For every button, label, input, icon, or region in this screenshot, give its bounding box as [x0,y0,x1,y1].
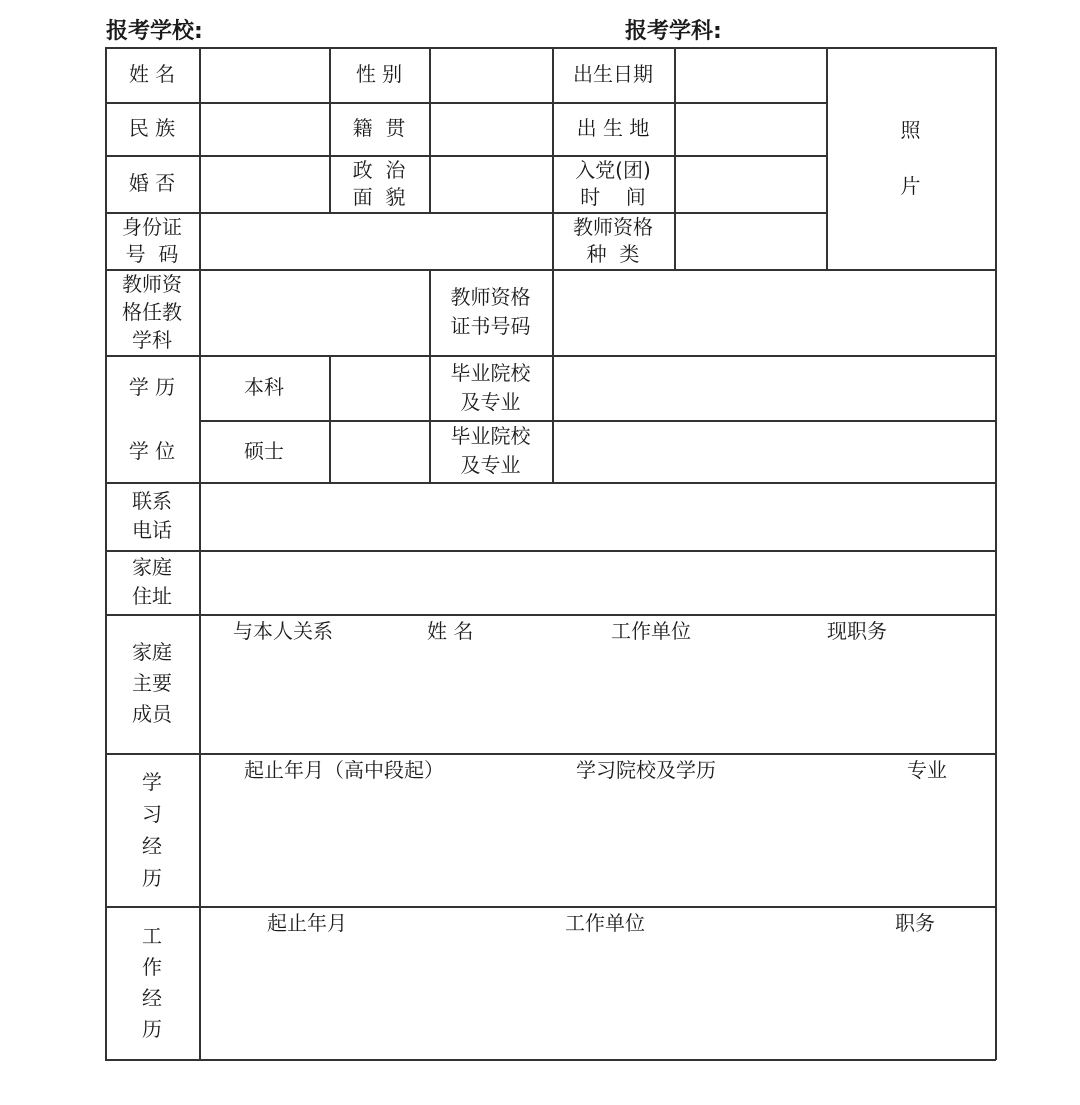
study-major-header: 专业 [907,758,947,782]
master-label: 硕士 [244,438,284,463]
political-status-label: 政 治 面 貌 [352,157,406,209]
family-position-header: 现职务 [827,619,887,643]
education-label: 学 历 [128,375,176,399]
gender-field[interactable] [429,47,552,102]
id-number-field[interactable] [199,212,552,269]
address-label: 家庭 住址 [132,555,172,608]
teacher-cert-type-field[interactable] [674,212,826,269]
address-field[interactable] [199,550,995,614]
work-position-header: 职务 [895,911,935,935]
family-members-label: 家庭 主要 成员 [132,640,172,726]
cert-number-field[interactable] [552,269,995,355]
id-number-label: 身份证 号 码 [122,214,182,266]
phone-label: 联系 电话 [132,489,172,542]
work-unit-header: 工作单位 [565,911,645,935]
subject-label: 报考学科: [625,19,722,44]
gender-label: 性 别 [355,62,403,86]
marital-status-field[interactable] [199,155,329,212]
phone-field[interactable] [199,482,995,550]
name-label: 姓 名 [128,62,176,86]
master-school-major-label: 毕业院校 及专业 [450,424,531,477]
degree-label: 学 位 [128,438,176,463]
birth-date-label: 出生日期 [573,62,653,86]
bachelor-school-major-field[interactable] [552,355,995,420]
party-join-time-field[interactable] [674,155,826,212]
native-place-field[interactable] [429,102,552,155]
family-work-unit-header: 工作单位 [611,619,691,643]
family-relation-header: 与本人关系 [233,619,333,643]
study-period-header: 起止年月（高中段起） [244,758,444,782]
political-status-field[interactable] [429,155,552,212]
ethnicity-field[interactable] [199,102,329,155]
bachelor-school-major-label: 毕业院校 及专业 [450,360,531,414]
ethnicity-label: 民 族 [128,116,176,140]
family-name-header: 姓 名 [427,619,474,643]
marital-status-label: 婚 否 [128,171,176,195]
cert-number-label: 教师资格 证书号码 [450,285,531,338]
name-field[interactable] [199,47,329,102]
photo-area[interactable]: 照 片 [900,118,921,198]
master-field[interactable] [329,420,429,482]
grid-line [105,1059,996,1061]
teaching-subject-label: 教师资 格任教 学科 [122,272,182,352]
work-history-label: 工 作 经 历 [142,923,162,1041]
birth-date-field[interactable] [674,47,826,102]
study-school-header: 学习院校及学历 [576,758,716,782]
party-join-time-label: 入党(团) 时 间 [575,157,651,209]
grid-line [995,47,997,1060]
teacher-cert-type-label: 教师资格 种 类 [573,214,653,266]
master-school-major-field[interactable] [552,420,995,482]
native-place-label: 籍 贯 [352,116,406,140]
study-history-label: 学 习 经 历 [142,769,162,890]
work-period-header: 起止年月 [267,911,347,935]
teaching-subject-field[interactable] [199,269,429,355]
school-label: 报考学校: [106,19,203,44]
bachelor-field[interactable] [329,355,429,420]
birthplace-field[interactable] [674,102,826,155]
bachelor-label: 本科 [244,375,284,399]
birthplace-label: 出 生 地 [576,116,650,140]
